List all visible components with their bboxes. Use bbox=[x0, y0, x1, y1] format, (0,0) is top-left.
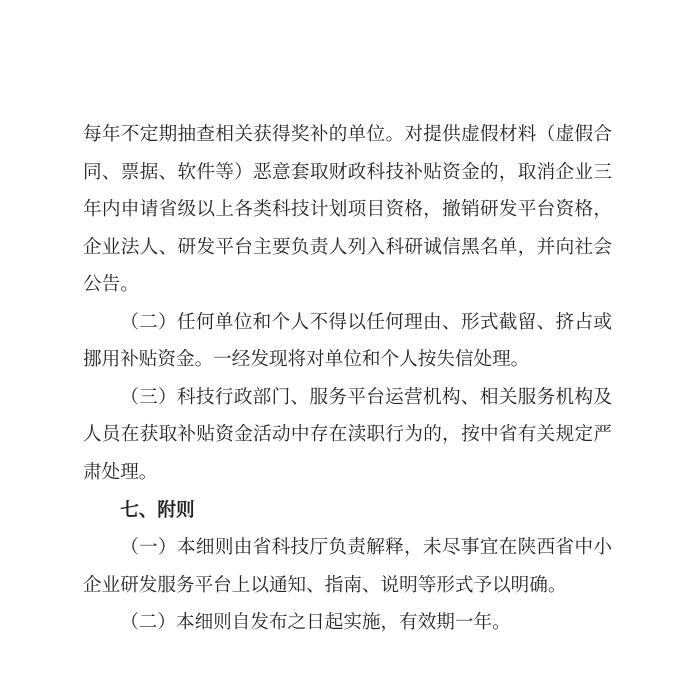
para-penalty-continuation-line-2: 同、票据、软件等）恶意套取财政科技补贴资金的，取消企业三 bbox=[83, 161, 612, 183]
para-clause-2-line-1: （二）任何单位和个人不得以任何理由、形式截留、挤占或 bbox=[120, 311, 612, 333]
para-penalty-continuation-line-1: 每年不定期抽查相关获得奖补的单位。对提供虚假材料（虚假合 bbox=[83, 124, 612, 145]
heading-section-7 bbox=[83, 491, 612, 529]
text-block bbox=[83, 116, 612, 642]
para-penalty-continuation-line-5: 公告。 bbox=[83, 274, 139, 296]
heading-section-7-line-1: 七、附则 bbox=[120, 499, 195, 521]
para-appendix-clause-2-line-1: （二）本细则自发布之日起实施，有效期一年。 bbox=[120, 612, 511, 634]
para-penalty-continuation-line-4: 企业法人、研发平台主要负责人列入科研诚信黑名单，并向社会 bbox=[83, 236, 612, 258]
para-penalty-continuation-line-3: 年内申请省级以上各类科技计划项目资格，撤销研发平台资格， bbox=[83, 199, 612, 221]
para-clause-3-line-3: 肃处理。 bbox=[83, 461, 158, 483]
para-appendix-clause-1-line-1: （一）本细则由省科技厅负责解释，未尽事宜在陕西省中小 bbox=[120, 537, 612, 559]
para-penalty-continuation bbox=[83, 116, 612, 304]
para-clause-2 bbox=[83, 304, 612, 379]
para-clause-3-line-2: 人员在获取补贴资金活动中存在渎职行为的，按中省有关规定严 bbox=[83, 424, 612, 446]
para-clause-2-line-2: 挪用补贴资金。一经发现将对单位和个人按失信处理。 bbox=[83, 349, 530, 371]
para-clause-3 bbox=[83, 379, 612, 492]
para-clause-3-line-1: （三）科技行政部门、服务平台运营机构、相关服务机构及 bbox=[120, 386, 612, 408]
para-appendix-clause-2 bbox=[83, 604, 612, 642]
para-appendix-clause-1 bbox=[83, 529, 612, 604]
para-appendix-clause-1-line-2: 企业研发服务平台上以通知、指南、说明等形式予以明确。 bbox=[83, 574, 567, 596]
